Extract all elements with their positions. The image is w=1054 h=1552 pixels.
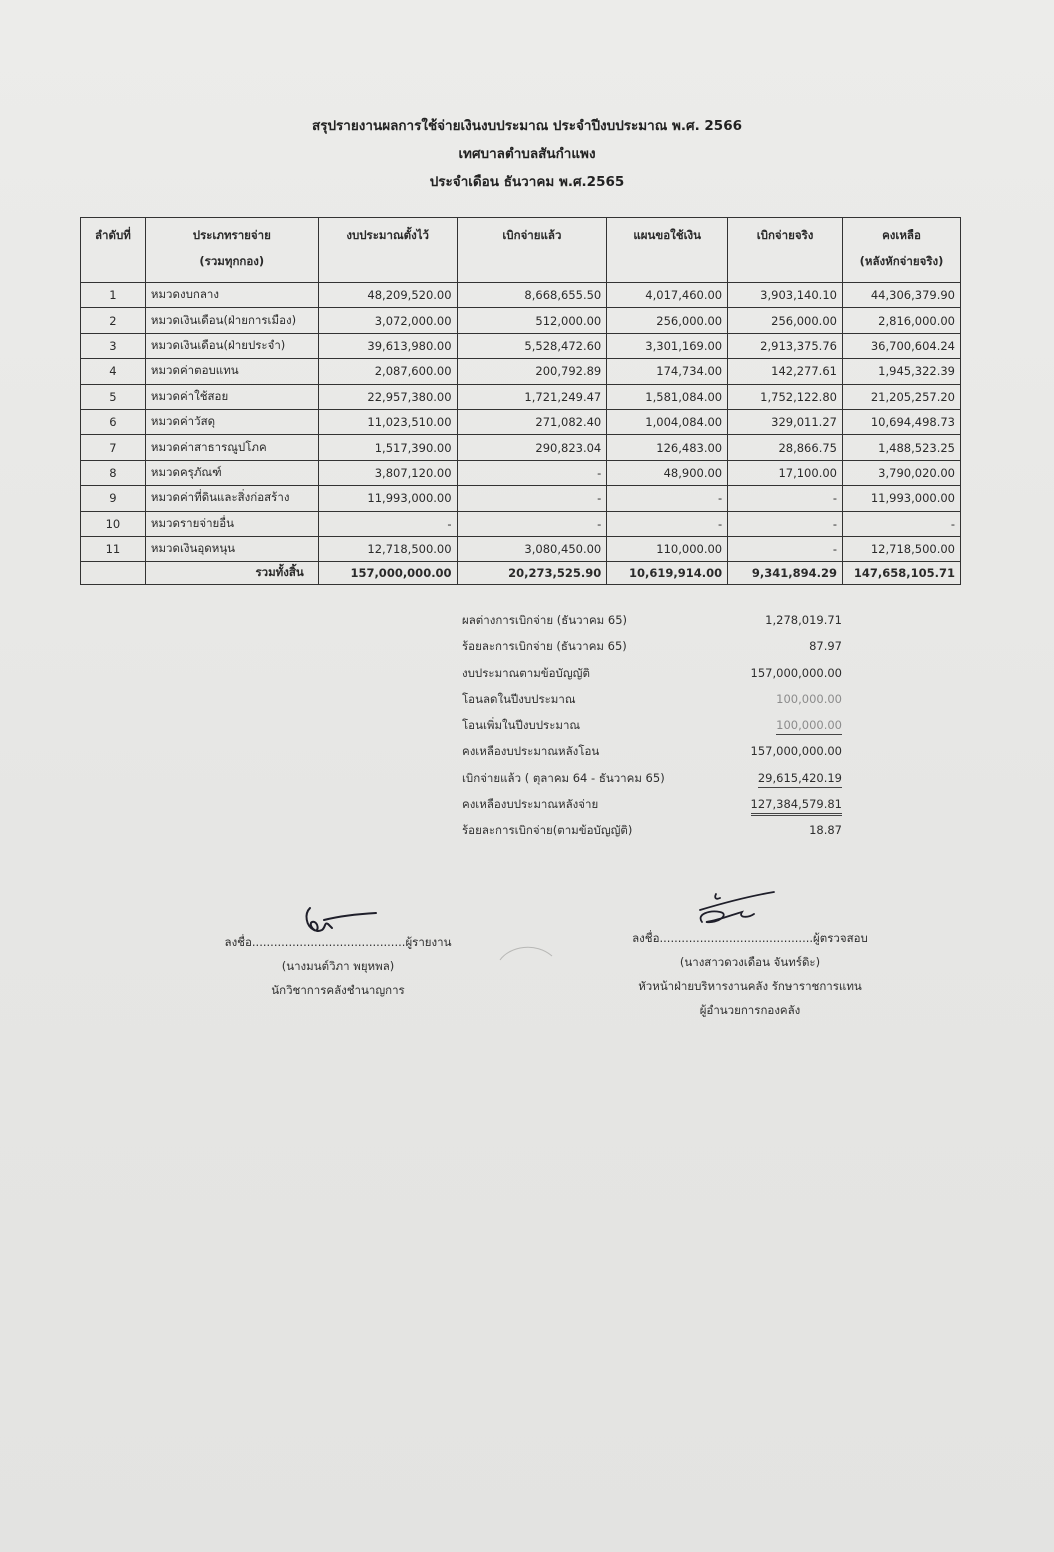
- row-actual: 2,913,375.76: [728, 333, 843, 358]
- row-budget: -: [318, 511, 457, 536]
- row-remaining: 1,945,322.39: [842, 359, 960, 384]
- row-no: 10: [81, 511, 146, 536]
- row-actual: -: [728, 536, 843, 561]
- row-category: หมวดค่าที่ดินและสิ่งก่อสร้าง: [145, 486, 318, 511]
- total-label: รวมทั้งสิ้น: [145, 562, 318, 585]
- row-actual: -: [728, 511, 843, 536]
- summary-label: คงเหลืองบประมาณหลังจ่าย: [462, 797, 599, 812]
- summary-label: งบประมาณตามข้อบัญญัติ: [462, 665, 590, 680]
- row-actual: 256,000.00: [728, 308, 843, 333]
- row-plan: 256,000.00: [607, 308, 728, 333]
- row-category: หมวดค่าใช้สอย: [145, 384, 318, 409]
- row-remaining: 11,993,000.00: [842, 486, 960, 511]
- header-disbursed: เบิกจ่ายแล้ว: [457, 218, 607, 283]
- row-category: หมวดรายจ่ายอื่น: [145, 511, 318, 536]
- table-row: [81, 409, 961, 434]
- row-plan: 1,581,084.00: [607, 384, 728, 409]
- row-plan: -: [607, 511, 728, 536]
- row-budget: 39,613,980.00: [318, 333, 457, 358]
- summary-row-transfer-in: [462, 712, 842, 738]
- reporter-signature-block: [218, 930, 458, 1002]
- table-row: [81, 460, 961, 485]
- row-category: หมวดค่าตอบแทน: [145, 359, 318, 384]
- table-row: [81, 308, 961, 333]
- inspector-signature-block: [630, 926, 870, 1022]
- summary-value: 18.87: [809, 823, 842, 838]
- report-period: ประจำเดือน ธันวาคม พ.ศ.2565: [429, 174, 625, 190]
- row-no: 4: [81, 359, 146, 384]
- summary-value: 1,278,019.71: [765, 613, 842, 627]
- row-actual: 329,011.27: [728, 409, 843, 434]
- summary-value: 157,000,000.00: [750, 744, 842, 759]
- inspector-sign-line: [630, 926, 870, 950]
- reporter-role: ผู้รายงาน: [405, 935, 452, 949]
- row-actual: -: [728, 486, 843, 511]
- row-plan: 126,483.00: [607, 435, 728, 460]
- row-disbursed: 271,082.40: [457, 409, 607, 434]
- row-remaining: 1,488,523.25: [842, 435, 960, 460]
- summary-row-budget: [462, 660, 842, 686]
- inspector-title-2: ผู้อำนวยการกองคลัง: [699, 1003, 801, 1017]
- row-category: หมวดเงินอุดหนุน: [145, 536, 318, 561]
- header-budget: งบประมาณตั้งไว้: [318, 218, 457, 283]
- row-disbursed: -: [457, 486, 607, 511]
- report-title: สรุปรายงานผลการใช้จ่ายเงินงบประมาณ ประจำปีงบประมาณ พ.ศ. 2566: [312, 118, 742, 134]
- row-budget: 1,517,390.00: [318, 435, 457, 460]
- row-no: 5: [81, 384, 146, 409]
- row-no: 8: [81, 460, 146, 485]
- sign-dots: ..........................................: [659, 931, 814, 945]
- row-category: หมวดเงินเดือน(ฝ่ายการเมือง): [145, 308, 318, 333]
- summary-label: โอนเพิ่มในปีงบประมาณ: [462, 718, 581, 733]
- row-budget: 2,087,600.00: [318, 359, 457, 384]
- reporter-name: (นางมนต์วิภา พยุหพล): [281, 959, 395, 973]
- header-plan: แผนขอใช้เงิน: [607, 218, 728, 283]
- table-row: [81, 384, 961, 409]
- summary-row-disbursed-period: [462, 765, 842, 791]
- row-category: หมวดครุภัณฑ์: [145, 460, 318, 485]
- row-category: หมวดงบกลาง: [145, 283, 318, 308]
- row-remaining: 12,718,500.00: [842, 536, 960, 561]
- total-actual: 9,341,894.29: [728, 562, 843, 585]
- row-plan: 174,734.00: [607, 359, 728, 384]
- summary-value: 87.97: [809, 639, 842, 654]
- row-disbursed: 5,528,472.60: [457, 333, 607, 358]
- table-row: [81, 435, 961, 460]
- row-actual: 3,903,140.10: [728, 283, 843, 308]
- total-budget: 157,000,000.00: [318, 562, 457, 585]
- inspector-role: ผู้ตรวจสอบ: [813, 931, 868, 945]
- row-disbursed: 512,000.00: [457, 308, 607, 333]
- row-plan: 48,900.00: [607, 460, 728, 485]
- row-category: หมวดค่าวัสดุ: [145, 409, 318, 434]
- reporter-title: นักวิชาการคลังชำนาญการ: [271, 983, 405, 997]
- summary-label: คงเหลืองบประมาณหลังโอน: [462, 744, 600, 759]
- table-row: [81, 486, 961, 511]
- row-category: หมวดค่าสาธารณูปโภค: [145, 435, 318, 460]
- table-row: [81, 536, 961, 561]
- summary-label: เบิกจ่ายแล้ว ( ตุลาคม 64 - ธันวาคม 65): [462, 770, 665, 785]
- row-no: 6: [81, 409, 146, 434]
- inspector-title: หัวหน้าฝ่ายบริหารงานคลัง รักษาราชการแทน: [638, 979, 862, 993]
- header-category: ประเภทรายจ่าย (รวมทุกกอง): [145, 218, 318, 283]
- row-remaining: 21,205,257.20: [842, 384, 960, 409]
- row-remaining: 3,790,020.00: [842, 460, 960, 485]
- row-no: 9: [81, 486, 146, 511]
- header-remaining: คงเหลือ (หลังหักจ่ายจริง): [842, 218, 960, 283]
- summary-label: ร้อยละการเบิกจ่าย(ตามข้อบัญญัติ): [462, 823, 633, 838]
- row-actual: 1,752,122.80: [728, 384, 843, 409]
- summary-row-after-spending: [462, 791, 842, 817]
- faint-stamp-mark: [496, 940, 556, 964]
- summary-row-percent-month: [462, 633, 842, 659]
- row-disbursed: 3,080,450.00: [457, 536, 607, 561]
- row-no: 2: [81, 308, 146, 333]
- row-budget: 12,718,500.00: [318, 536, 457, 561]
- summary-label: โอนลดในปีงบประมาณ: [462, 691, 576, 706]
- summary-value: 100,000.00: [776, 691, 842, 706]
- row-remaining: 36,700,604.24: [842, 333, 960, 358]
- sign-prefix: ลงชื่อ: [224, 935, 252, 949]
- row-no: 11: [81, 536, 146, 561]
- summary-value: 127,384,579.81: [751, 795, 842, 816]
- row-actual: 142,277.61: [728, 359, 843, 384]
- row-remaining: 10,694,498.73: [842, 409, 960, 434]
- row-remaining: -: [842, 511, 960, 536]
- reporter-sign-line: [218, 930, 458, 954]
- summary-value: 29,615,420.19: [758, 769, 842, 788]
- table-row: [81, 283, 961, 308]
- budget-table: [80, 217, 961, 585]
- row-plan: 3,301,169.00: [607, 333, 728, 358]
- header-remaining-sub: (หลังหักจ่ายจริง): [859, 254, 944, 268]
- row-remaining: 44,306,379.90: [842, 283, 960, 308]
- row-no: 3: [81, 333, 146, 358]
- row-disbursed: 290,823.04: [457, 435, 607, 460]
- row-remaining: 2,816,000.00: [842, 308, 960, 333]
- row-disbursed: 8,668,655.50: [457, 283, 607, 308]
- row-plan: -: [607, 486, 728, 511]
- inspector-name: (นางสาวดวงเดือน จันทร์ดิะ): [679, 955, 821, 969]
- row-disbursed: -: [457, 460, 607, 485]
- summary-row-transfer-out: [462, 686, 842, 712]
- row-disbursed: -: [457, 511, 607, 536]
- table-row: [81, 511, 961, 536]
- row-budget: 3,072,000.00: [318, 308, 457, 333]
- table-header-row: [81, 218, 961, 283]
- summary-row-percent-total: [462, 817, 842, 843]
- summary-label: ร้อยละการเบิกจ่าย (ธันวาคม 65): [462, 639, 627, 654]
- total-no-cell: [81, 562, 146, 585]
- row-actual: 17,100.00: [728, 460, 843, 485]
- summary-row-diff: [462, 607, 842, 633]
- document-header: [0, 112, 1054, 196]
- organization-name: เทศบาลตำบลสันกำแพง: [458, 146, 596, 162]
- total-row: [81, 562, 961, 585]
- table-row: [81, 359, 961, 384]
- total-disbursed: 20,273,525.90: [457, 562, 607, 585]
- row-plan: 110,000.00: [607, 536, 728, 561]
- row-actual: 28,866.75: [728, 435, 843, 460]
- row-no: 1: [81, 283, 146, 308]
- summary-section: [462, 607, 842, 844]
- summary-row-after-transfer: [462, 738, 842, 764]
- table-row: [81, 333, 961, 358]
- sign-prefix: ลงชื่อ: [632, 931, 660, 945]
- row-disbursed: 200,792.89: [457, 359, 607, 384]
- summary-value: 157,000,000.00: [750, 665, 842, 680]
- row-plan: 4,017,460.00: [607, 283, 728, 308]
- total-remaining: 147,658,105.71: [842, 562, 960, 585]
- header-no: ลำดับที่: [81, 218, 146, 283]
- header-category-sub: (รวมทุกกอง): [199, 254, 265, 268]
- row-plan: 1,004,084.00: [607, 409, 728, 434]
- row-budget: 22,957,380.00: [318, 384, 457, 409]
- row-budget: 3,807,120.00: [318, 460, 457, 485]
- total-plan: 10,619,914.00: [607, 562, 728, 585]
- row-budget: 48,209,520.00: [318, 283, 457, 308]
- summary-value: 100,000.00: [776, 716, 842, 735]
- header-actual: เบิกจ่ายจริง: [728, 218, 843, 283]
- row-category: หมวดเงินเดือน(ฝ่ายประจำ): [145, 333, 318, 358]
- row-no: 7: [81, 435, 146, 460]
- summary-label: ผลต่างการเบิกจ่าย (ธันวาคม 65): [462, 613, 628, 627]
- row-budget: 11,023,510.00: [318, 409, 457, 434]
- row-disbursed: 1,721,249.47: [457, 384, 607, 409]
- sign-dots: ..........................................: [251, 935, 406, 949]
- row-budget: 11,993,000.00: [318, 486, 457, 511]
